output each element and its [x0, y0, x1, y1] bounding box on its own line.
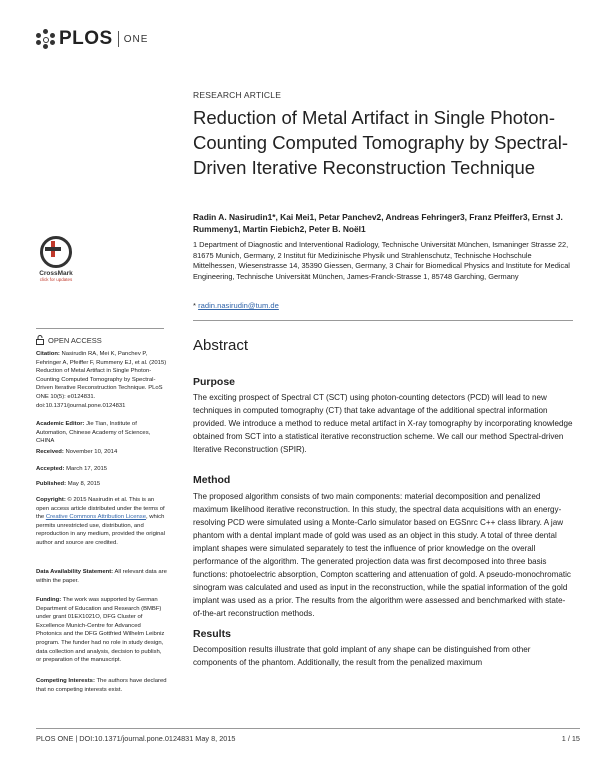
published-label: Published: — [36, 481, 67, 487]
method-text: The proposed algorithm consists of two main components: material decomposition and penalized maximum likelihood iterative reconstruction. In this study, the spectral data acquisitions with an energy-resolving PCD were simulated using a Monte-Carlo simulator based on EGSnrc C++ class library. A jaw phantom with a dental implant made of gold was used as an object in this study. A total of three dental implant shapes were simulated separately to test the influence of prior knowledge on the overall performance of the algorithm. The generated projection data was first decomposed into three basis functions: photoelectric absorption, Compton scattering and attenuation of gold. A pseudo-monochromatic sinogram was calculated and used as input in the reconstruction, while the spatial information of the gold implant was used as a prior. The results from the algorithm were assessed and benchmarked with state-of-the-art reconstruction methods. — [193, 492, 571, 618]
editor-label: Academic Editor: — [36, 421, 85, 427]
results-text: Decomposition results illustrate that gold implant of any shape can be distinguished from other components of the phantom. Additionally, the result from the penalized maximum — [193, 645, 531, 667]
accepted-label: Accepted: — [36, 466, 65, 472]
footer-citation: PLOS ONE | DOI:10.1371/journal.pone.0124831 May 8, 2015 — [36, 734, 236, 743]
competing-interests-block — [36, 677, 168, 694]
open-lock-icon — [36, 335, 44, 345]
title-divider — [193, 320, 573, 321]
purpose-text: The exciting prospect of Spectral CT (SCT) using photon-counting detectors (PCD) will lead to new techniques in computed tomography (CT) that take advantage of the additional spectral information provided. We introduce a method to reduce metal artifact in X-ray tomography by incorporating knowledge obtained from SCT into a statistical iterative reconstruction scheme. We call our method Spectral-driven Iterative Reconstruction (SPIR). — [193, 393, 573, 454]
funding-text: The work was supported by German Department of Education and Research (BMBF) under grant 01EX1021O, DFG Cluster of Excellence Munich-Centre for Advanced Photonics and the DFG Gottfried Wilhelm Leibniz program. The funder had no role in study design, data collection and analysis, decision to publish, or preparation of the manuscript. — [36, 597, 165, 664]
logo-separator — [118, 31, 119, 47]
author-list: Radin A. Nasirudin1*, Kai Mei1, Petar Panchev2, Andreas Fehringer3, Franz Pfeiffer3, Ernst J. Rummeny1, Martin Fiebich2, Peter B. Noël1 — [193, 212, 563, 234]
accepted-block — [36, 465, 168, 474]
received-text: November 10, 2014 — [65, 449, 118, 455]
editor-block — [36, 420, 168, 446]
published-block — [36, 480, 168, 489]
footer-divider — [36, 728, 580, 729]
crossmark-label: CrossMark — [39, 270, 73, 277]
funding-label: Funding: — [36, 597, 62, 603]
copyright-text-pre: © 2015 Nasirudin et al. This is an open access article distributed under the terms of the — [36, 497, 165, 521]
copyright-block — [36, 496, 168, 548]
logo-subtext: ONE — [123, 33, 149, 45]
purpose-heading: Purpose — [193, 376, 236, 388]
open-access-label: OPEN ACCESS — [48, 335, 102, 345]
data-availability-label: Data Availability Statement: — [36, 569, 114, 575]
results-heading: Results — [193, 628, 231, 640]
received-block — [36, 448, 168, 457]
data-availability-block — [36, 568, 168, 585]
abstract-heading: Abstract — [193, 337, 249, 354]
affiliations: 1 Department of Diagnostic and Interventional Radiology, Technische Universität München, Ismaninger Strasse 22, 81675 Munich, Germany, 2 Institut für Medizinische Physik und Strahlenschutz, Technische Hochschule Mittelhessen, Wiesenstrasse 14, 35390 Giessen, Germany, 3 Chair for Biomedical Physics and Institute for Medical Engineering, Technische Universität München, James-Franck-Strasse 1, 85748 Garching, Germany — [193, 240, 570, 281]
received-label: Received: — [36, 449, 64, 455]
page-number: 1 / 15 — [561, 734, 580, 743]
funding-block — [36, 596, 168, 665]
article-title: Reduction of Metal Artifact in Single Photon-Counting Computed Tomography by Spectral-Driven Iterative Reconstruction Technique — [193, 107, 569, 178]
competing-interests-label: Competing Interests: — [36, 678, 95, 684]
correspondence — [193, 301, 279, 310]
correspondence-marker: * — [193, 301, 196, 310]
correspondence-email-link[interactable]: radin.nasirudin@tum.de — [198, 301, 279, 310]
crossmark-sub: click for updates — [39, 277, 73, 282]
published-text: May 8, 2015 — [67, 481, 101, 487]
data-availability-text: All relevant data are within the paper. — [36, 569, 167, 584]
plos-one-logo — [36, 28, 148, 50]
plos-logo-icon — [36, 29, 56, 49]
citation-text: Nasirudin RA, Mei K, Panchev P, Fehringer A, Pfeiffer F, Rummeny EJ, et al. (2015) Reduction of Metal Artifact in Single Photon-Counting Computed Tomography by Spectral-Driven Iterative Reconstruction Technique. PLoS ONE 10(5): e0124831. doi:10.1371/journal.pone.0124831 — [36, 351, 167, 409]
article-type: RESEARCH ARTICLE — [193, 90, 282, 100]
citation-block — [36, 350, 168, 410]
crossmark-badge[interactable] — [36, 236, 76, 282]
logo-text: PLOS — [59, 28, 113, 49]
editor-text: Jie Tian, Institute of Automation, Chinese Academy of Sciences, CHINA — [36, 421, 151, 445]
copyright-label: Copyright: — [36, 497, 66, 503]
copyright-text-post: , which permits unrestricted use, distribution, and reproduction in any medium, provided the original author and source are credited. — [36, 514, 166, 546]
crossmark-icon — [40, 236, 72, 268]
competing-interests-text: The authors have declared that no competing interests exist. — [36, 678, 167, 693]
open-access-badge — [36, 335, 102, 345]
page-footer — [36, 734, 580, 743]
sidebar-divider — [36, 328, 164, 329]
citation-label: Citation: — [36, 351, 60, 357]
method-heading: Method — [193, 474, 231, 486]
accepted-text: March 17, 2015 — [66, 466, 108, 472]
cc-license-link[interactable]: Creative Commons Attribution License — [45, 514, 147, 521]
